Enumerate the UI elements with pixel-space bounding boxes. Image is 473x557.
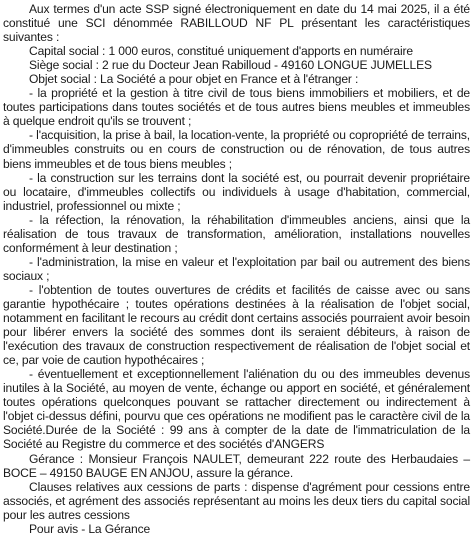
notice-purpose-item-6: - l'obtention de toutes ouvertures de crédits et facilités de caisse avec ou sans garantie hypothécaire ; toutes opérations destinées à la réalisation de l'objet social, notamment en facilitant le recours au crédit dont certains associés pourraient avoir besoin pour libérer envers la société des sommes dont ils seraient débiteurs, à raison de l'exécution des travaux de construction respectivement de réalisation de l'objet social et ce, par voie de caution hypothécaires ; [3, 282, 470, 368]
notice-purpose-item-4: - la réfection, la rénovation, la réhabilitation d'immeubles anciens, ainsi que la réalisation de tous travaux de transformation, amélioration, installations nouvelles conformément à leur destination ; [3, 212, 470, 255]
notice-purpose-item-2: - l'acquisition, la prise à bail, la location-vente, la propriété ou copropriété de terrains, d'immeubles construits ou en cours de construction ou de rénovation, de tous autres biens immeubles et de tous biens meubles ; [3, 128, 470, 171]
notice-purpose: Objet social : La Société a pour objet en France et à l'étranger : [29, 72, 359, 87]
notice-signature: Pour avis - La Gérance [29, 521, 151, 536]
notice-intro: Aux termes d'un acte SSP signé électroniquement en date du 14 mai 2025, il a été constitué une SCI dénommée RABILLOUD NF PL présentant les caractéristiques suivantes : [3, 2, 470, 45]
notice-purpose-item-1: - la propriété et la gestion à titre civil de tous biens immobiliers et mobiliers, et de toutes participations dans toutes sociétés et de tous autres biens meubles et immeubles à quelque endroit qu'ils se trouvent ; [3, 86, 470, 129]
notice-capital: Capital social : 1 000 euros, constitué uniquement d'apports en numéraire [29, 44, 413, 59]
notice-purpose-item-7: - éventuellement et exceptionnellement l'aliénation du ou des immeubles devenus inutiles à la Société, au moyen de vente, échange ou apport en société, et généralement toutes opérations quelconques pouvant se rattacher directement ou indirectement à l'objet ci-dessus défini, pourvu que ces opérations ne modifient pas le caractère civil de la Société.Durée de la Société : 99 ans à compter de la date de l'immatriculation de la Société au Registre du commerce et des sociétés d'ANGERS [3, 367, 470, 452]
notice-purpose-item-3: - la construction sur les terrains dont la société est, ou pourrait devenir propriétaire ou locataire, d'immeubles collectifs ou individuels à usage d'habitation, commercial, industriel, professionnel ou mixte ; [3, 170, 470, 213]
notice-registered-office: Siège social : 2 rue du Docteur Jean Rabilloud - 49160 LONGUE JUMELLES [29, 58, 432, 73]
notice-purpose-item-5: - l'administration, la mise en valeur et l'exploitation par bail ou autrement des biens sociaux ; [3, 254, 470, 283]
notice-share-transfer: Clauses relatives aux cessions de parts : dispense d'agrément pour cessions entre associés, et agrément des associés représentant au moins les deux tiers du capital social pour les autres cessions [3, 479, 470, 522]
notice-management: Gérance : Monsieur François NAULET, demeurant 222 route des Herbaudaies – BOCE – 49150 BAUGE EN ANJOU, assure la gérance. [3, 451, 470, 480]
